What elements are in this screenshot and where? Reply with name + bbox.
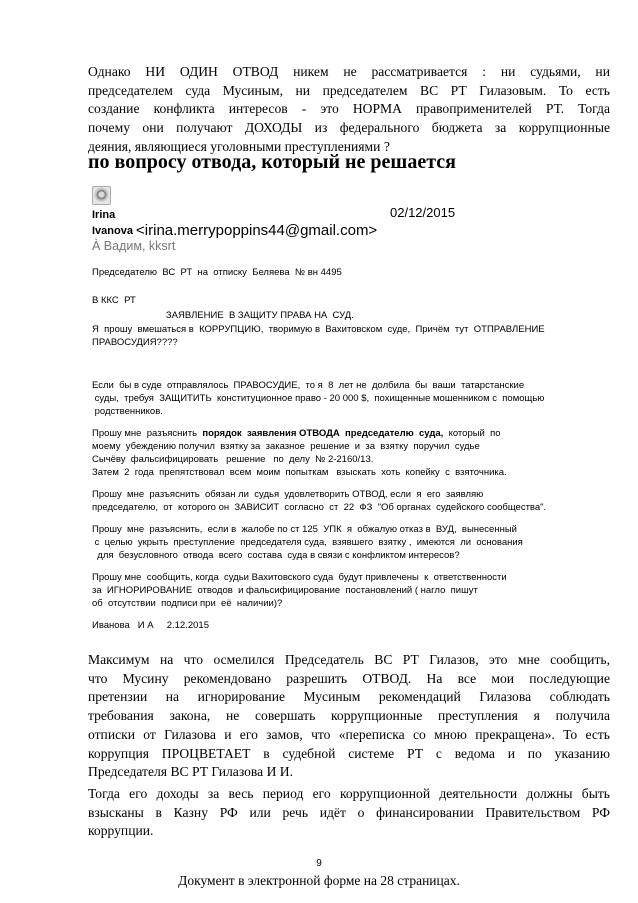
sender-line <box>92 222 377 239</box>
text-line: что Мусину рекомендовано разрешить ОТВОД. На все мои последующие <box>88 670 610 686</box>
email-body-line: ПРАВОСУДИЯ???? <box>92 337 178 348</box>
email-body-text: который по <box>443 428 501 439</box>
email-body-line: Если бы в суде отправлялось ПРАВОСУДИЕ, то я 8 лет не долбила бы ваши татарстанские <box>92 380 525 391</box>
text-line: взысканы в Казну РФ или речь идёт о финансировании Правительством РФ <box>88 804 610 820</box>
page-footer: Документ в электронной форме на 28 страницах. <box>178 873 460 888</box>
email-recipients: À Вадим, kksrt <box>92 239 176 253</box>
email-body-line: Прошу мне сообщить, когда судьи Вахитовского суда будут привлечены к ответственности <box>92 572 507 583</box>
email-body-line: Затем 2 года препятствовал всем моим попыткам взыскать хоть копейку с взяточника. <box>92 467 507 478</box>
closing-paragraph-2 <box>88 785 610 841</box>
email-subject: по вопросу отвода, который не решается <box>88 151 456 173</box>
email-body-line: суды, требуя ЗАЩИТИТЬ конституционное право - 20 000 $, похищенные мошенником с помощью <box>92 393 545 404</box>
text-line: Максимум на что осмелился Председатель ВС РТ Гилазов, это мне сообщить, <box>88 652 610 667</box>
sender-first-name: Irina <box>92 209 116 221</box>
text-line: создание конфликта интересов - это НОРМА правоприменителей РТ. Тогда <box>88 101 610 117</box>
email-body-line: ЗАЯВЛЕНИЕ В ЗАЩИТУ ПРАВА НА СУД. <box>92 310 354 321</box>
text-line: отписки от Гилазова и его замов, что «переписка со мною прекращена». То есть <box>88 726 610 742</box>
text-line: почему они получают ДОХОДЫ из федерального бюджета за коррупционные <box>88 120 610 136</box>
email-body-line: об отсутствии подписи при её наличии)? <box>92 598 283 609</box>
email-body-line: моему убеждению получил взятку за заказное решение и за взятку поручил судье <box>92 441 480 452</box>
text-line: деяния, являющиеся уголовными преступлениями ? <box>88 138 390 154</box>
email-body-line: за ИГНОРИРОВАНИЕ отводов и фальсифицирование постановлений ( нагло пишут <box>92 585 478 596</box>
email-body-emphasis: порядок заявления ОТВОДА председателю суда, <box>202 428 444 439</box>
page-number: 9 <box>316 858 322 869</box>
email-body-line: для безусловного отвода всего состава суда в связи с конфликтом интересов? <box>92 550 460 561</box>
sender-last-name: Ivanova <box>92 225 133 237</box>
text-line: претензии на игнорирование Мусиным рекомендаций Гилазова соблюдать <box>88 689 610 705</box>
intro-paragraph <box>88 63 610 157</box>
email-body-line: Я прошу вмешаться в КОРРУПЦИЮ, творимую в Вахитовском суде, Причём тут ОТПРАВЛЕНИЕ <box>92 324 545 335</box>
sender-email[interactable]: <irina.merrypoppins44@gmail.com> <box>136 222 378 239</box>
text-line: коррупция ПРОЦВЕТАЕТ в судебной системе РТ с ведома и по указанию <box>88 745 610 761</box>
text-line: Однако НИ ОДИН ОТВОД никем не рассматривается : ни судьями, ни <box>88 64 610 79</box>
email-body-line: Сычёву фальсифицировать решение по делу № 2-2160/13. <box>92 454 374 465</box>
text-line: коррупции. <box>88 823 154 839</box>
email-body-line: с целью укрыть преступление председателя суда, взявшего взятку , имеются ли основания <box>92 537 523 548</box>
closing-paragraph-1 <box>88 651 610 782</box>
text-line: Председателя ВС РТ Гилазова И И. <box>88 764 294 780</box>
email-body-text: Прошу мне разъяснить <box>92 428 203 439</box>
text-line: Тогда его доходы за весь период его коррупционной деятельности должны быть <box>88 786 610 801</box>
email-body-line <box>92 427 612 441</box>
text-line: председателем суда Мусиным, ни председателем ВС РТ Гилазовым. То есть <box>88 82 610 98</box>
email-body-line: Председателю ВС РТ на отписку Беляева № вн 4495 <box>92 267 342 278</box>
email-body-line: В ККС РТ <box>92 295 136 306</box>
email-body-line: родственников. <box>92 406 163 417</box>
email-body-line: Прошу мне разъяснить обязан ли судья удовлетворить ОТВОД, если я его заявляю <box>92 489 484 500</box>
text-line: требования закона, не совершать коррупционные преступления я получила <box>88 708 610 724</box>
email-date: 02/12/2015 <box>390 205 456 220</box>
email-signature: Иванова И А 2.12.2015 <box>92 620 209 631</box>
email-body-line: председателю, от которого он ЗАВИСИТ согласно ст 22 ФЗ "Об органах судейского сообщества". <box>92 502 547 513</box>
email-body-line: Прошу мне разъяснить, если в жалобе по ст 125 УПК я обжалую отказ в ВУД, вынесенный <box>92 524 517 535</box>
user-avatar-icon <box>92 186 111 205</box>
